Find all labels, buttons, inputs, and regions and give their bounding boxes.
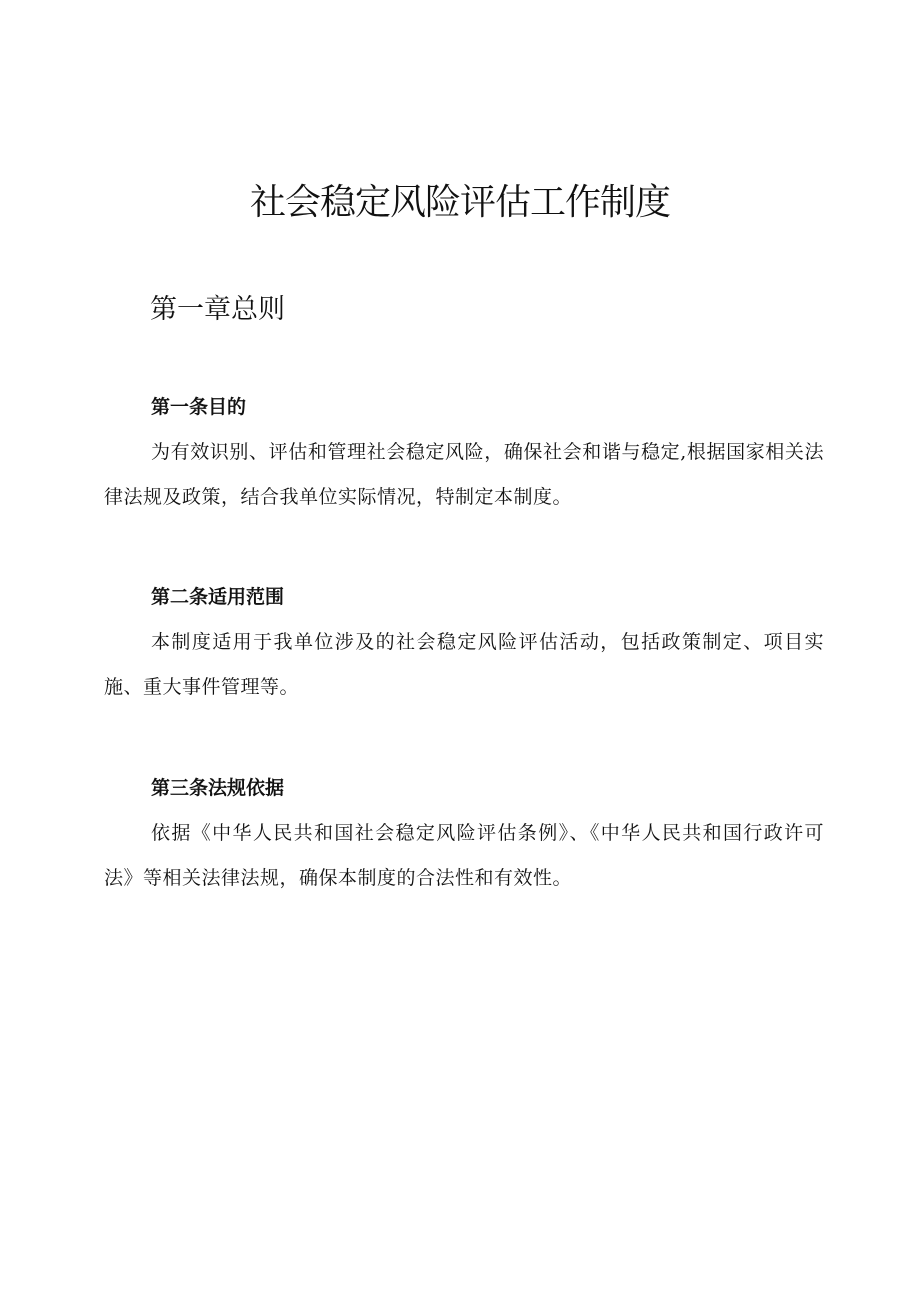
article-body: 依据《中华人民共和国社会稳定风险评估条例》、《中华人民共和国行政许可法》等相关法律法规，确保本制度的合法性和有效性。 <box>104 822 824 889</box>
article-purpose <box>104 392 824 520</box>
document-title: 社会稳定风险评估工作制度 <box>249 182 670 223</box>
article-heading: 第三条法规依据 <box>151 777 285 799</box>
article-scope <box>104 582 824 710</box>
chapter-heading: 第一章总则 <box>150 294 285 325</box>
article-heading: 第一条目的 <box>151 396 247 418</box>
article-heading: 第二条适用范围 <box>151 586 285 608</box>
article-body: 本制度适用于我单位涉及的社会稳定风险评估活动，包括政策制定、项目实施、重大事件管理等。 <box>104 631 824 698</box>
article-legal-basis <box>104 773 824 901</box>
article-body: 为有效识别、评估和管理社会稳定风险，确保社会和谐与稳定,根据国家相关法律法规及政策，结合我单位实际情况，特制定本制度。 <box>104 441 824 508</box>
